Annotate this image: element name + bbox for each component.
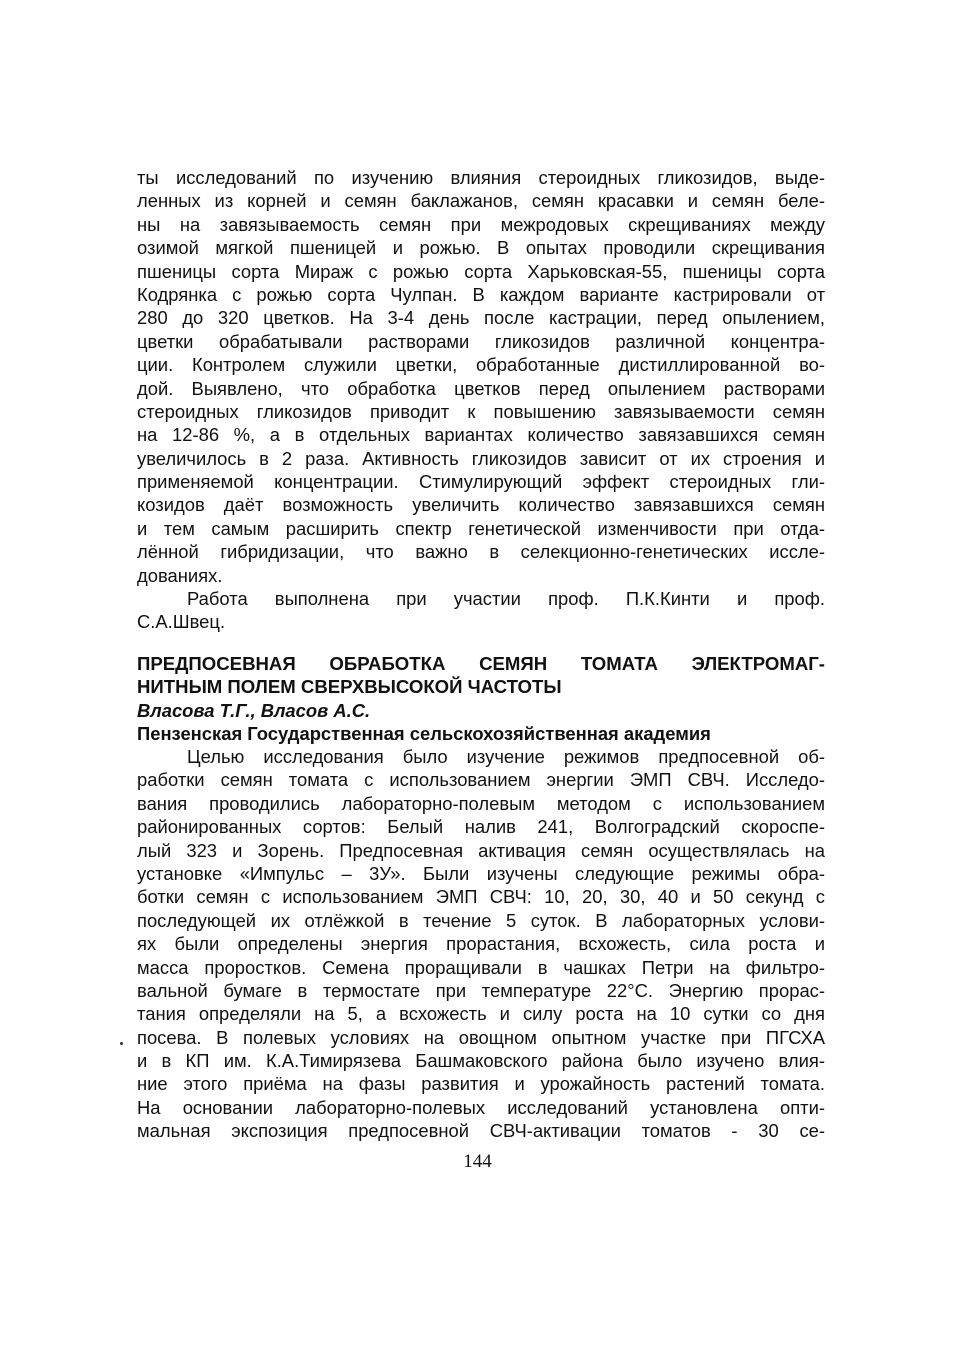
scan-speck <box>120 1042 123 1045</box>
text-line: козидов даёт возможность увеличить количество завязавшихся семян <box>137 494 825 516</box>
article-header <box>137 652 825 746</box>
text-line: Кодрянка с рожью сорта Чулпан. В каждом варианте кастрировали от <box>137 283 825 305</box>
text-line: и в КП им. К.А.Тимирязева Башмаковского района было изучено влия- <box>137 1050 825 1072</box>
text-line: ях были определены энергия прорастания, всхожесть, сила роста и <box>137 933 825 955</box>
text-line: На основании лабораторно-полевых исследований установлена опти- <box>137 1096 825 1118</box>
page-number: 144 <box>463 1151 492 1172</box>
text-line: 280 до 320 цветков. На 3-4 день после кастрации, перед опылением, <box>137 307 825 329</box>
text-line: ботки семян с использованием ЭМП СВЧ: 10, 20, 30, 40 и 50 секунд с <box>137 886 825 908</box>
text-line: тания определяли на 5, а всхожесть и силу роста на 10 сутки со дня <box>137 1003 825 1025</box>
text-line: применяемой концентрации. Стимулирующий эффект стероидных гли- <box>137 471 825 493</box>
text-line: районированных сортов: Белый налив 241, Волгоградский скороспе- <box>137 816 825 838</box>
text-line: вания проводились лабораторно-полевым методом с использованием <box>137 792 825 814</box>
article-affiliation: Пензенская Государственная сельскохозяйственная академия <box>137 723 711 745</box>
text-line: лый 323 и Зорень. Предпосевная активация семян осуществлялась на <box>137 839 825 861</box>
text-line: ции. Контролем служили цветки, обработанные дистиллированной во- <box>137 354 825 376</box>
text-line: ны на завязываемость семян при межродовых скрещиваниях между <box>137 213 825 235</box>
text-line: дой. Выявлено, что обработка цветков перед опылением растворами <box>137 377 825 399</box>
article-title-line: НИТНЫМ ПОЛЕМ СВЕРХВЫСОКОЙ ЧАСТОТЫ <box>137 676 562 698</box>
text-line: масса проростков. Семена проращивали в чашках Петри на фильтро- <box>137 956 825 978</box>
text-line: ние этого приёма на фазы развития и урожайность растений томата. <box>137 1073 825 1095</box>
text-line: ты исследований по изучению влияния стероидных гликозидов, выде- <box>137 167 825 188</box>
text-line: ленных из корней и семян баклажанов, семян красавки и семян беле- <box>137 190 825 212</box>
article-body <box>137 745 825 1143</box>
text-line: последующей их отлёжкой в течение 5 суток. В лабораторных услови- <box>137 909 825 931</box>
text-line: установке «Импульс – 3У». Были изучены следующие режимы обра- <box>137 862 825 884</box>
acknowledgement-line: Работа выполнена при участии проф. П.К.Кинти и проф. <box>187 588 825 610</box>
article-authors: Власова Т.Г., Власов А.С. <box>137 699 371 721</box>
text-line: вальной бумаге в термостате при температуре 22°С. Энергию прорас- <box>137 979 825 1001</box>
text-line: посева. В полевых условиях на овощном опытном участке при ПГСХА <box>137 1026 825 1048</box>
text-line: озимой мягкой пшеницей и рожью. В опытах проводили скрещивания <box>137 237 825 259</box>
text-line: дованиях. <box>137 564 223 586</box>
text-line: Целью исследования было изучение режимов предпосевной об- <box>187 746 825 767</box>
text-line: мальная экспозиция предпосевной СВЧ-активации томатов - 30 се- <box>137 1120 825 1142</box>
text-line: пшеницы сорта Мираж с рожью сорта Харьковская-55, пшеницы сорта <box>137 260 825 282</box>
text-line: работки семян томата с использованием энергии ЭМП СВЧ. Исследо- <box>137 769 825 791</box>
text-line: цветки обрабатывали растворами гликозидов различной концентра- <box>137 330 825 352</box>
text-line: лённой гибридизации, что важно в селекционно-генетических иссле- <box>137 541 825 563</box>
text-line: стероидных гликозидов приводит к повышению завязываемости семян <box>137 400 825 422</box>
acknowledgement-line: С.А.Швец. <box>137 611 226 633</box>
text-line: и тем самым расширить спектр генетической изменчивости при отда- <box>137 517 825 539</box>
text-line: увеличилось в 2 раза. Активность гликозидов зависит от их строения и <box>137 447 825 469</box>
article-title-line: ПРЕДПОСЕВНАЯ ОБРАБОТКА СЕМЯН ТОМАТА ЭЛЕКТРОМАГ- <box>137 653 825 674</box>
previous-abstract <box>137 166 825 634</box>
text-line: на 12-86 %, а в отдельных вариантах количество завязавшихся семян <box>137 424 825 446</box>
